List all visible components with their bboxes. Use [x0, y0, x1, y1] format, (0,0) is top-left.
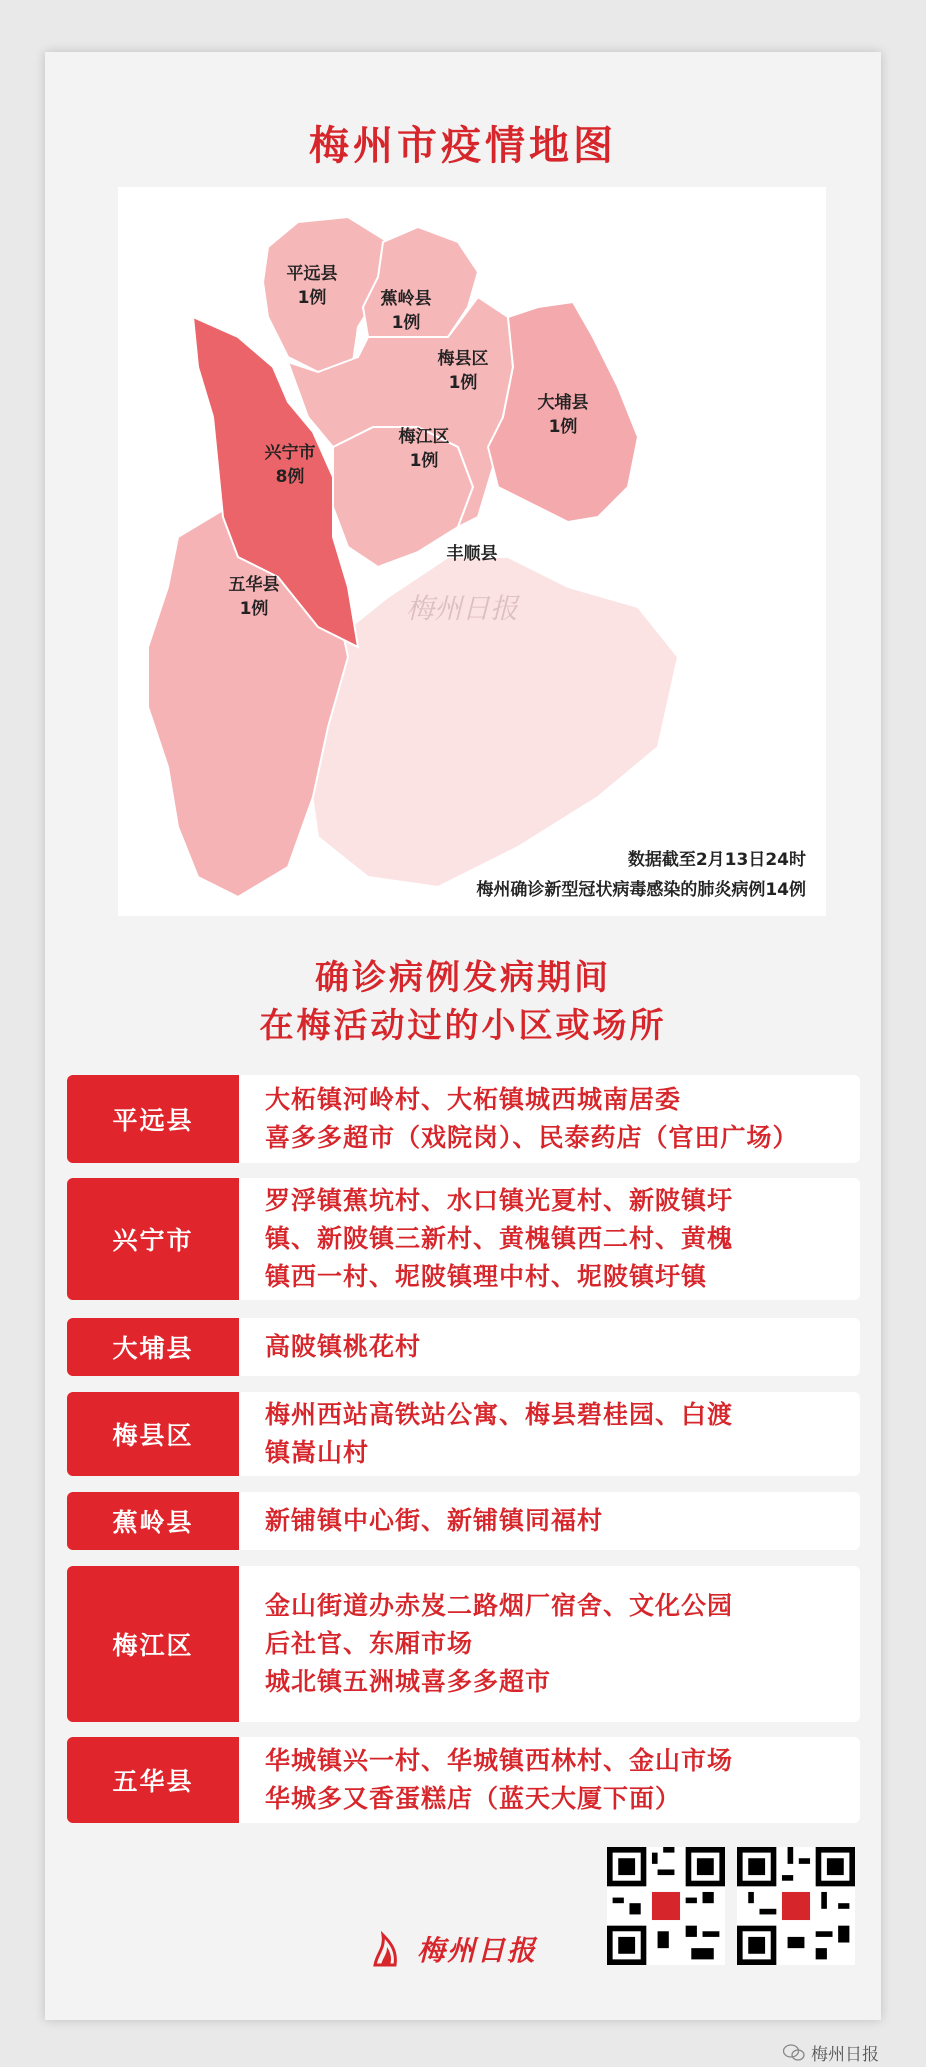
place-list: 梅州西站高铁站公寓、梅县碧桂园、白渡 镇嵩山村: [265, 1400, 734, 1467]
county-label: 兴宁市: [67, 1178, 239, 1300]
page-title: 梅州市疫情地图: [309, 123, 617, 169]
county-label: 梅县区: [67, 1392, 239, 1476]
epidemic-map: [118, 187, 826, 916]
map-label-pingyuan: 平远县 1例: [286, 264, 338, 308]
map-watermark: 梅州日报: [406, 592, 519, 625]
county-label: 梅江区: [67, 1566, 239, 1722]
flame-logo-icon: [367, 1929, 407, 1969]
place-list: 华城镇兴一村、华城镇西林村、金山市场 华城多又香蛋糕店（蓝天大厦下面）: [265, 1746, 734, 1813]
place-list: 高陂镇桃花村: [265, 1332, 422, 1361]
county-label: 蕉岭县: [67, 1492, 239, 1550]
county-label: 五华县: [67, 1737, 239, 1823]
map-label-xingning: 兴宁市 8例: [264, 443, 316, 487]
map-note-total: 梅州确诊新型冠状病毒感染的肺炎病例14例: [476, 880, 806, 900]
logo-text: 梅州日报: [417, 1934, 538, 1967]
poster-card: [45, 52, 881, 2020]
qr-pattern-icon: [607, 1847, 725, 1965]
qr-code-icon[interactable]: [737, 1847, 855, 1965]
map-label-dabu: 大埔县 1例: [537, 393, 589, 437]
location-row-dabu: [67, 1318, 860, 1376]
place-list: 大柘镇河岭村、大柘镇城西城南居委 喜多多超市（戏院岗）、民泰药店（官田广场）: [265, 1085, 799, 1152]
place-list: 金山街道办赤岌二路烟厂宿舍、文化公园 后社官、东厢市场 城北镇五洲城喜多多超市: [265, 1591, 734, 1696]
place-list: 新铺镇中心街、新铺镇同福村: [265, 1506, 604, 1535]
map-note-date: 数据截至2月13日24时: [627, 850, 806, 870]
qr-code-icon[interactable]: [607, 1847, 725, 1965]
qr-pattern-icon: [737, 1847, 855, 1965]
location-row-xingning: [67, 1178, 860, 1300]
location-row-meixian: [67, 1392, 860, 1476]
location-row-pingyuan: [67, 1075, 860, 1163]
newspaper-logo: [367, 1929, 537, 1969]
map-label-meixian: 梅县区 1例: [437, 349, 489, 393]
location-row-jiaoling: [67, 1492, 860, 1550]
map-label-jiaoling: 蕉岭县 1例: [380, 289, 432, 333]
map-label-fengshun: 丰顺县: [446, 544, 498, 564]
county-label: 平远县: [67, 1075, 239, 1163]
section-title-line1: 确诊病例发病期间: [315, 958, 611, 998]
county-label: 大埔县: [67, 1318, 239, 1376]
map-label-meijiang: 梅江区 1例: [398, 427, 450, 471]
wechat-account-name: 梅州日报: [811, 2045, 879, 2065]
location-row-wuhua: [67, 1737, 860, 1823]
place-list: 罗浮镇蕉坑村、水口镇光夏村、新陂镇圩 镇、新陂镇三新村、黄槐镇西二村、黄槐 镇西一村、坭陂镇理中村、坭陂镇圩镇: [265, 1186, 734, 1291]
wechat-account: [783, 2040, 879, 2065]
section-title-line2: 在梅活动过的小区或场所: [259, 1006, 667, 1046]
map-label-wuhua: 五华县 1例: [228, 575, 280, 619]
wechat-icon: [783, 2044, 805, 2062]
location-row-meijiang: [67, 1566, 860, 1722]
